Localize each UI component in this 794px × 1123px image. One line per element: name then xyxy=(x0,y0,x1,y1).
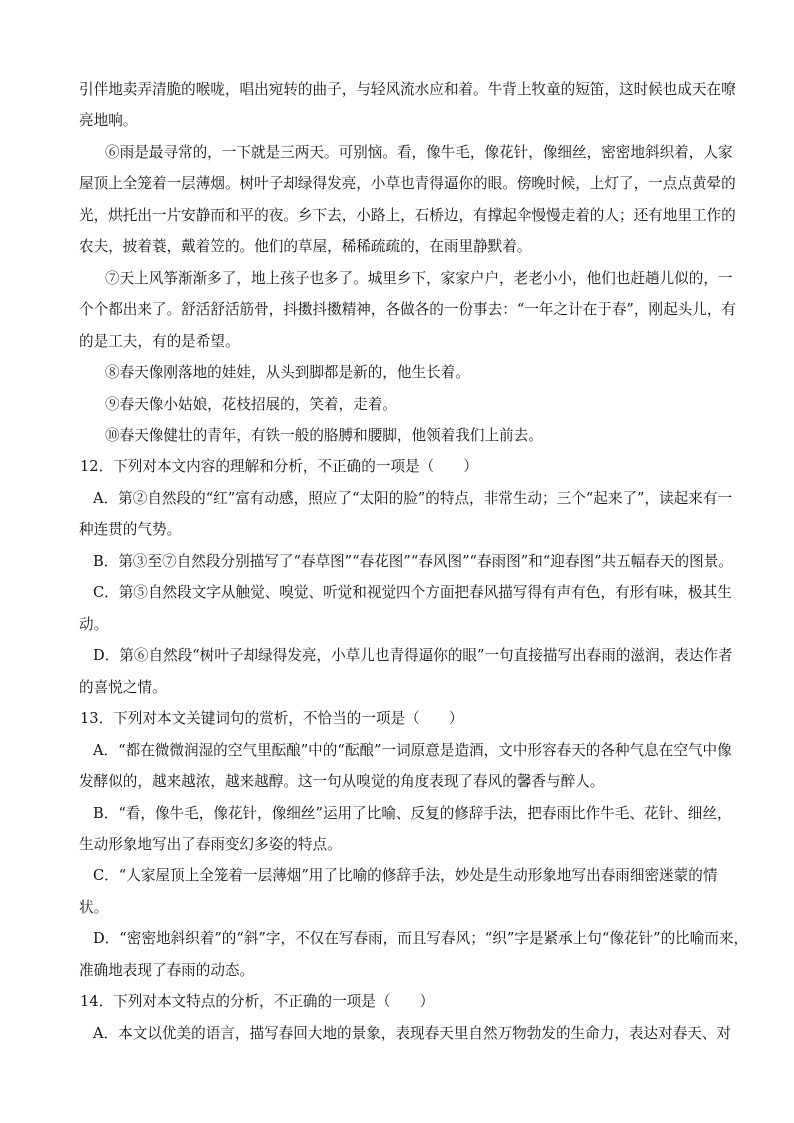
question-12-option-d: D．第⑥自然段“树叶子却绿得发亮，小草儿也青得逼你的眼”一句直接描写出春雨的滋润，表达作者 xyxy=(93,647,733,664)
question-14-stem: 14．下列对本文特点的分析，不正确的一项是（ ） xyxy=(80,993,435,1010)
question-13-option-b: 生动形象地写出了春雨变幻多姿的特点。 xyxy=(79,836,342,853)
paragraph-7-line: 个个都出来了。舒活舒活筋骨，抖擞抖擞精神，各做各的一份事去：“一年之计在于春”，刚起头儿，有 xyxy=(79,301,737,318)
question-12-option-c: C．第⑤自然段文字从触觉、嗅觉、听觉和视觉四个方面把春风描写得有声有色，有形有味，极其生 xyxy=(93,584,732,601)
paragraph-7-line: 的是工夫，有的是希望。 xyxy=(79,333,240,350)
question-12-stem: 12．下列对本文内容的理解和分析，不正确的一项是（ ） xyxy=(80,458,479,475)
paragraph-6-line: ⑥雨是最寻常的，一下就是三两天。可别恼。看，像牛毛，像花针，像细丝，密密地斜织着，人家 xyxy=(105,144,733,161)
question-13-stem: 13．下列对本文关键词句的赏析，不恰当的一项是（ ） xyxy=(80,710,464,727)
text-line: 引伴地卖弄清脆的喉咙，唱出宛转的曲子，与轻风流水应和着。牛背上牧童的短笛，这时候也成天在嘹 xyxy=(79,81,736,98)
paragraph-6-line: 屋顶上全笼着一层薄烟。树叶子却绿得发亮，小草也青得逼你的眼。傍晚时候，上灯了，一点点黄晕的 xyxy=(79,175,736,192)
question-13-option-d: D．“密密地斜织着”的“斜”字，不仅在写春雨，而且写春风；“织”字是紧承上句“像花针”的比喻而来， xyxy=(93,930,749,947)
question-12-option-b: B．第③至⑦自然段分别描写了“春草图”“春花图”“春风图”“春雨图”和“迎春图”共五幅春天的图景。 xyxy=(93,553,733,570)
question-13-option-d: 准确地表现了春雨的动态。 xyxy=(79,962,255,979)
text-line: 亮地响。 xyxy=(79,112,138,129)
question-13-option-a: A．“都在微微润湿的空气里酝酿”中的“酝酿”一词原意是造酒，文中形容春天的各种气息在空气中像 xyxy=(93,742,732,759)
question-13-option-c: 状。 xyxy=(79,899,109,916)
question-12-option-c: 动。 xyxy=(79,616,109,633)
question-12-option-a: A．第②自然段的“红”富有动感，照应了“太阳的脸”的特点，非常生动；三个“起来了”，读起来有一 xyxy=(93,490,733,507)
question-13-option-c: C．“人家屋顶上全笼着一层薄烟”用了比喻的修辞手法，妙处是生动形象地写出春雨细密迷蒙的情 xyxy=(93,867,718,884)
paragraph-9-line: ⑨春天像小姑娘，花枝招展的，笑着，走着。 xyxy=(105,396,397,413)
paragraph-6-line: 光，烘托出一片安静而和平的夜。乡下去，小路上，石桥边，有撑起伞慢慢走着的人；还有地里工作的 xyxy=(79,207,736,224)
question-12-option-a: 种连贯的气势。 xyxy=(79,521,182,538)
question-13-option-b: B．“看，像牛毛，像花针，像细丝”运用了比喻、反复的修辞手法，把春雨比作牛毛、花针、细丝， xyxy=(93,805,732,822)
paragraph-6-line: 农夫，披着蓑，戴着笠的。他们的草屋，稀稀疏疏的，在雨里静默着。 xyxy=(79,238,532,255)
paragraph-8-line: ⑧春天像刚落地的娃娃，从头到脚都是新的，他生长着。 xyxy=(105,364,470,381)
question-14-option-a: A．本文以优美的语言，描写春回大地的景象，表现春天里自然万物勃发的生命力，表达对春天、对 xyxy=(93,1025,732,1042)
question-13-option-a: 发酵似的，越来越浓，越来越醇。这一句从嗅觉的角度表现了春风的馨香与醉人。 xyxy=(79,773,605,790)
paragraph-10-line: ⑩春天像健壮的青年，有铁一般的胳膊和腰脚，他领着我们上前去。 xyxy=(105,427,543,444)
paragraph-7-line: ⑦天上风筝渐渐多了，地上孩子也多了。城里乡下，家家户户，老老小小，他们也赶趟儿似的，一 xyxy=(105,270,733,287)
question-12-option-d: 的喜悦之情。 xyxy=(79,679,167,696)
